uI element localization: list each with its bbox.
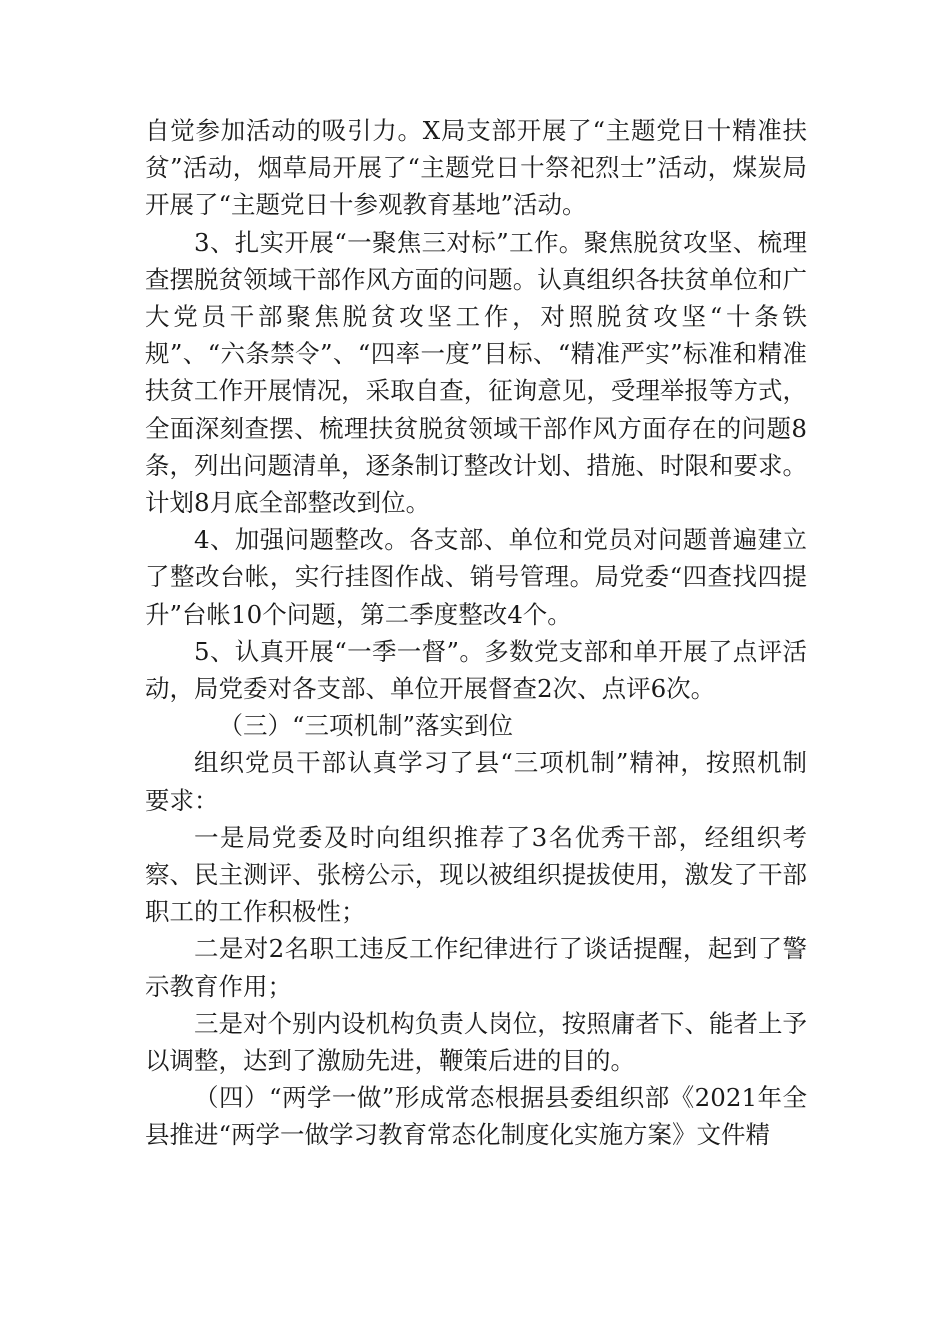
paragraph-continuation: 自觉参加活动的吸引力。X局支部开展了“主题党日十精准扶贫”活动，烟草局开展了“主题党日十祭祀烈士”活动，煤炭局开展了“主题党日十参观教育基地”活动。 bbox=[145, 116, 807, 220]
paragraph-point-three: 三是对个别内设机构负责人岗位，按照庸者下、能者上予以调整，达到了激励先进，鞭策后进的目的。 bbox=[145, 1008, 807, 1076]
document-page bbox=[145, 112, 807, 1154]
section-heading-four: （四）“两学一做”形成常态根据县委组织部《2021年全县推进“两学一做学习教育常态化制度化实施方案》文件精 bbox=[145, 1083, 807, 1150]
paragraph-item-4: 4、加强问题整改。各支部、单位和党员对问题普遍建立了整改台帐，实行挂图作战、销号管理。局党委“四查找四提升”台帐10个问题，第二季度整改4个。 bbox=[145, 525, 807, 629]
paragraph-item-3: 3、扎实开展“一聚焦三对标”工作。聚焦脱贫攻坚、梳理查摆脱贫领域干部作风方面的问题。认真组织各扶贫单位和广大党员干部聚焦脱贫攻坚工作，对照脱贫攻坚“十条铁规”、“六条禁令”、“四率一度”目标、“精准严实”标准和精准扶贫工作开展情况，采取自查，征询意见，受理举报等方式，全面深刻查摆、梳理扶贫脱贫领域干部作风方面存在的问题8条，列出问题清单，逐条制订整改计划、措施、时限和要求。计划8月底全部整改到位。 bbox=[145, 227, 807, 518]
paragraph-point-one: 一是局党委及时向组织推荐了3名优秀干部，经组织考察、民主测评、张榜公示，现以被组织提拔使用，激发了干部职工的工作积极性； bbox=[145, 822, 807, 927]
paragraph-item-5: 5、认真开展“一季一督”。多数党支部和单开展了点评活动，局党委对各支部、单位开展督查2次、点评6次。 bbox=[145, 636, 807, 704]
section-heading-three: （三）“三项机制”落实到位 bbox=[218, 711, 514, 741]
paragraph-point-two: 二是对2名职工违反工作纪律进行了谈话提醒，起到了警示教育作用； bbox=[145, 934, 807, 1001]
paragraph-intro: 组织党员干部认真学习了县“三项机制”精神，按照机制要求： bbox=[145, 748, 807, 815]
